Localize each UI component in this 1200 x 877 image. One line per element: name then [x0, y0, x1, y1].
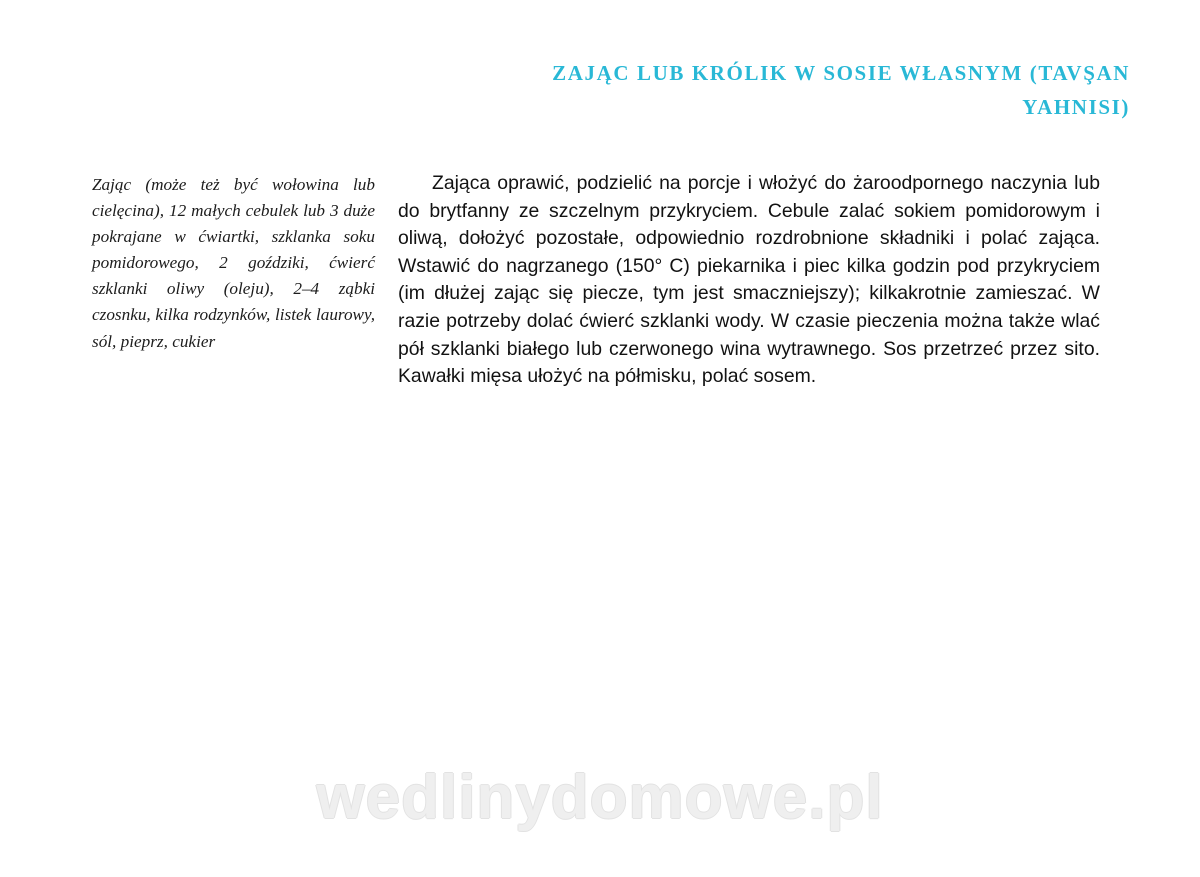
ingredients-list: Zając (może też być wołowina lub cielęcina), 12 małych cebulek lub 3 duże pokrajane w ćwiartki, szklanka soku pomidorowego, 2 goździki, ćwierć szklanki oliwy (oleju), 2–4 ząbki czosnku, kilka rodzynków, listek laurowy, sól, pieprz, cukier [92, 175, 375, 351]
recipe-title-line-1: ZAJĄC LUB KRÓLIK W SOSIE WŁASNYM (TAVŞAN [552, 61, 1130, 85]
recipe-instructions-paragraph: Zająca oprawić, podzielić na porcje i włożyć do żaroodpornego naczynia lub do brytfanny ze szczelnym przykryciem. Cebule zalać sokiem pomidorowym i oliwą, dołożyć pozostałe, odpowiednio rozdrobnione składniki i polać zająca. Wstawić do nagrzanego (150° C) piekarnika i piec kilka godzin pod przykryciem (im dłużej zając się piecze, tym jest smaczniejszy); kilkakrotnie zamieszać. W razie potrzeby dolać ćwierć szklanki wody. W czasie pieczenia można także wlać pół szklanki białego lub czerwonego wina wytrawnego. Sos przetrzeć przez sito. Kawałki mięsa ułożyć na półmisku, polać sosem. [398, 172, 1100, 388]
recipe-title-line-2: YAHNISI) [1022, 95, 1130, 119]
recipe-title [330, 56, 1130, 124]
recipe-instructions [398, 170, 1100, 391]
watermark: wedlinydomowe.pl [316, 763, 884, 832]
